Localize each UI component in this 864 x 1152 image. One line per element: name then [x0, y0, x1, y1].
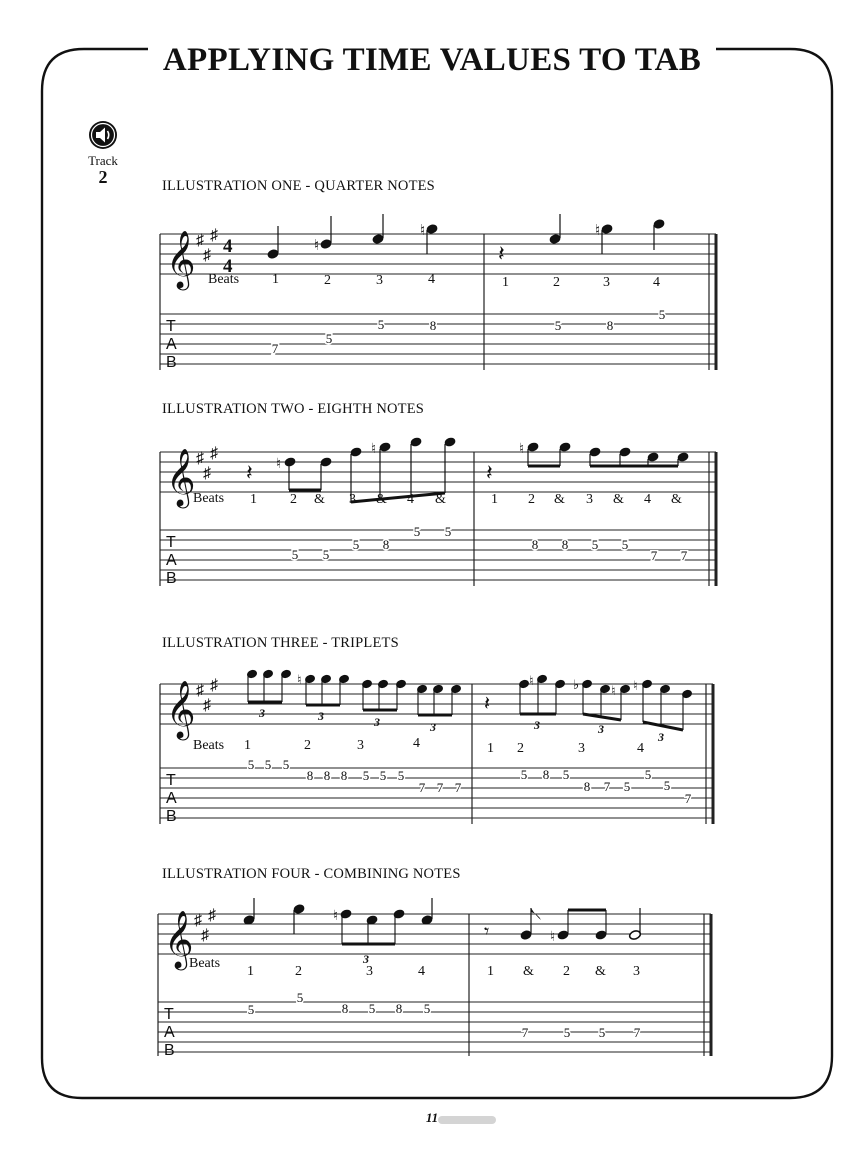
svg-text:T: T — [166, 534, 176, 551]
svg-text:5: 5 — [658, 307, 666, 322]
audio-track-marker — [78, 120, 128, 186]
svg-text:5: 5 — [563, 1025, 571, 1040]
svg-text:5: 5 — [554, 318, 562, 333]
svg-text:T: T — [166, 318, 176, 335]
svg-text:5: 5 — [247, 757, 255, 772]
treble-clef-icon: 𝄞 — [166, 231, 196, 287]
svg-text:♯: ♯ — [196, 450, 204, 467]
svg-text:2: 2 — [304, 738, 311, 753]
illustration-two-title: ILLUSTRATION TWO - EIGHTH NOTES — [162, 401, 425, 417]
svg-text:5: 5 — [322, 547, 330, 562]
svg-text:1: 1 — [272, 272, 279, 287]
svg-text:♭: ♭ — [573, 677, 580, 692]
svg-text:B: B — [166, 570, 177, 587]
tab-letters — [166, 772, 177, 825]
svg-text:1: 1 — [244, 738, 251, 753]
svg-text:&: & — [376, 492, 387, 507]
svg-text:5: 5 — [644, 767, 652, 782]
svg-text:5: 5 — [423, 1001, 431, 1016]
svg-text:4: 4 — [637, 741, 644, 756]
svg-text:T: T — [166, 772, 176, 789]
illustration-one-title: ILLUSTRATION ONE - QUARTER NOTES — [162, 178, 435, 194]
illustration-four-title: ILLUSTRATION FOUR - COMBINING NOTES — [162, 866, 461, 882]
tab-letters — [166, 534, 177, 587]
svg-text:8: 8 — [395, 1001, 403, 1016]
illustration-one-system — [0, 214, 864, 378]
triplet-markers — [258, 706, 664, 744]
quarter-rest-icon: 𝄽 — [246, 460, 253, 485]
svg-text:♮: ♮ — [276, 457, 282, 472]
svg-text:5: 5 — [377, 317, 385, 332]
beats-label: Beats — [208, 272, 240, 287]
svg-text:7: 7 — [271, 341, 279, 356]
svg-text:8: 8 — [542, 767, 550, 782]
svg-text:3: 3 — [633, 964, 640, 979]
svg-text:♮: ♮ — [633, 678, 638, 693]
svg-text:&: & — [314, 492, 325, 507]
time-signature-bottom: 4 — [223, 256, 233, 277]
svg-text:♯: ♯ — [194, 912, 202, 929]
key-signature-sharps — [196, 677, 218, 714]
quarter-rest-icon: 𝄽 — [486, 460, 493, 485]
svg-text:2: 2 — [553, 275, 560, 290]
svg-text:3: 3 — [349, 492, 356, 507]
svg-text:7: 7 — [680, 548, 688, 563]
svg-text:3: 3 — [366, 964, 373, 979]
quarter-rest-icon: 𝄽 — [484, 693, 491, 715]
svg-text:3: 3 — [259, 706, 265, 720]
svg-text:&: & — [595, 964, 606, 979]
svg-text:♮: ♮ — [420, 223, 426, 239]
svg-text:♯: ♯ — [203, 697, 211, 714]
beats-label: Beats — [193, 491, 225, 506]
svg-text:&: & — [613, 492, 624, 507]
svg-text:&: & — [435, 492, 446, 507]
key-signature-sharps — [196, 445, 218, 482]
svg-text:5: 5 — [621, 537, 629, 552]
svg-text:5: 5 — [362, 768, 370, 783]
svg-text:1: 1 — [247, 964, 254, 979]
svg-text:7: 7 — [521, 1025, 529, 1040]
svg-text:5: 5 — [352, 537, 360, 552]
svg-text:B: B — [166, 354, 177, 371]
svg-text:5: 5 — [397, 768, 405, 783]
svg-text:2: 2 — [528, 492, 535, 507]
svg-text:5: 5 — [282, 757, 290, 772]
treble-clef-icon: 𝄞 — [166, 449, 196, 505]
svg-text:8: 8 — [531, 537, 539, 552]
svg-text:2: 2 — [563, 964, 570, 979]
svg-text:♯: ♯ — [210, 227, 218, 244]
svg-text:1: 1 — [487, 964, 494, 979]
svg-text:5: 5 — [562, 767, 570, 782]
quarter-rest-icon: 𝄽 — [498, 241, 505, 266]
svg-text:5: 5 — [591, 537, 599, 552]
illustration-three-title: ILLUSTRATION THREE - TRIPLETS — [162, 635, 399, 651]
svg-text:♯: ♯ — [210, 445, 218, 462]
svg-text:5: 5 — [368, 1001, 376, 1016]
svg-text:B: B — [166, 808, 177, 825]
svg-text:5: 5 — [623, 779, 631, 794]
tab-letters — [166, 318, 177, 371]
svg-text:5: 5 — [444, 524, 452, 539]
svg-text:4: 4 — [407, 492, 414, 507]
treble-clef-icon: 𝄞 — [166, 681, 196, 737]
svg-text:A: A — [166, 790, 177, 807]
svg-text:A: A — [164, 1024, 175, 1041]
svg-text:8: 8 — [606, 318, 614, 333]
svg-text:♯: ♯ — [208, 907, 216, 924]
svg-text:♯: ♯ — [203, 247, 211, 264]
svg-text:5: 5 — [598, 1025, 606, 1040]
staff-lines — [160, 234, 716, 274]
svg-text:5: 5 — [296, 990, 304, 1005]
beat-counts — [272, 272, 660, 290]
svg-text:♮: ♮ — [611, 683, 616, 698]
svg-text:8: 8 — [341, 1001, 349, 1016]
svg-text:8: 8 — [561, 537, 569, 552]
svg-text:5: 5 — [663, 778, 671, 793]
svg-text:7: 7 — [418, 780, 426, 795]
illustration-four-system — [0, 898, 864, 1064]
combined-notes — [243, 898, 641, 945]
svg-text:1: 1 — [491, 492, 498, 507]
tab-lines — [160, 314, 716, 364]
svg-text:1: 1 — [502, 275, 509, 290]
svg-text:5: 5 — [379, 768, 387, 783]
svg-text:5: 5 — [247, 1002, 255, 1017]
tab-fret-numbers — [248, 757, 692, 806]
time-signature-top: 4 — [223, 236, 233, 257]
svg-text:7: 7 — [603, 779, 611, 794]
svg-text:♮: ♮ — [595, 223, 601, 239]
svg-text:5: 5 — [413, 524, 421, 539]
treble-clef-icon: 𝄞 — [164, 911, 194, 967]
key-signature-sharps — [196, 227, 218, 264]
svg-text:7: 7 — [454, 780, 462, 795]
svg-text:♮: ♮ — [297, 672, 302, 687]
svg-text:♮: ♮ — [550, 930, 556, 945]
svg-text:3: 3 — [534, 718, 540, 732]
svg-text:3: 3 — [578, 741, 585, 756]
svg-text:3: 3 — [598, 722, 604, 736]
svg-text:5: 5 — [520, 767, 528, 782]
track-label: Track — [88, 153, 118, 168]
svg-text:3: 3 — [658, 730, 664, 744]
svg-text:B: B — [164, 1042, 175, 1059]
track-number: 2 — [98, 167, 108, 187]
page-number: 11 — [425, 1110, 439, 1125]
svg-text:&: & — [554, 492, 565, 507]
svg-text:3: 3 — [586, 492, 593, 507]
svg-text:1: 1 — [487, 741, 494, 756]
svg-text:T: T — [164, 1006, 174, 1023]
svg-text:♯: ♯ — [196, 682, 204, 699]
svg-text:3: 3 — [430, 720, 436, 734]
triplet-marker: 3 — [363, 952, 369, 966]
illustration-two-system — [0, 432, 864, 598]
svg-text:7: 7 — [436, 780, 444, 795]
svg-text:4: 4 — [653, 275, 660, 290]
svg-text:7: 7 — [650, 548, 658, 563]
svg-text:2: 2 — [517, 741, 524, 756]
quarter-notes — [267, 214, 665, 259]
svg-text:5: 5 — [325, 331, 333, 346]
beats-label: Beats — [189, 956, 221, 971]
svg-text:3: 3 — [376, 273, 383, 288]
svg-text:A: A — [166, 552, 177, 569]
svg-text:8: 8 — [382, 537, 390, 552]
svg-text:8: 8 — [340, 768, 348, 783]
svg-text:4: 4 — [428, 272, 435, 287]
svg-text:8: 8 — [323, 768, 331, 783]
svg-text:3: 3 — [357, 738, 364, 753]
svg-text:4: 4 — [644, 492, 651, 507]
key-signature-sharps — [194, 907, 216, 944]
svg-text:8: 8 — [306, 768, 314, 783]
svg-text:4: 4 — [418, 964, 425, 979]
svg-text:♯: ♯ — [210, 677, 218, 694]
svg-text:&: & — [671, 492, 682, 507]
svg-text:8: 8 — [583, 779, 591, 794]
illustration-three-system — [0, 664, 864, 830]
svg-text:5: 5 — [264, 757, 272, 772]
svg-text:2: 2 — [324, 273, 331, 288]
svg-text:1: 1 — [250, 492, 257, 507]
speaker-icon — [88, 120, 118, 150]
svg-text:♮: ♮ — [333, 909, 339, 924]
tab-letters — [164, 1006, 175, 1059]
svg-text:♯: ♯ — [201, 927, 209, 944]
svg-text:7: 7 — [684, 791, 692, 806]
svg-text:♮: ♮ — [529, 673, 534, 688]
beat-counts — [250, 492, 682, 507]
svg-text:♯: ♯ — [203, 465, 211, 482]
svg-text:3: 3 — [603, 275, 610, 290]
beats-label: Beats — [193, 738, 225, 753]
svg-text:♮: ♮ — [314, 238, 320, 254]
svg-text:&: & — [523, 964, 534, 979]
svg-text:♯: ♯ — [196, 232, 204, 249]
page-title: APPLYING TIME VALUES TO TAB — [148, 38, 716, 82]
beat-counts — [247, 964, 640, 979]
svg-text:5: 5 — [291, 547, 299, 562]
svg-text:A: A — [166, 336, 177, 353]
svg-text:7: 7 — [633, 1025, 641, 1040]
print-smudge — [438, 1116, 496, 1124]
triplet-notes — [247, 669, 693, 730]
svg-text:♮: ♮ — [371, 442, 377, 457]
svg-text:2: 2 — [295, 964, 302, 979]
svg-text:8: 8 — [429, 318, 437, 333]
eighth-rest-icon: 𝄾 — [484, 921, 490, 943]
svg-text:♮: ♮ — [519, 442, 525, 457]
svg-text:2: 2 — [290, 492, 297, 507]
svg-text:4: 4 — [413, 736, 420, 751]
svg-text:3: 3 — [374, 715, 380, 729]
beat-counts — [244, 736, 644, 756]
svg-text:3: 3 — [318, 709, 324, 723]
